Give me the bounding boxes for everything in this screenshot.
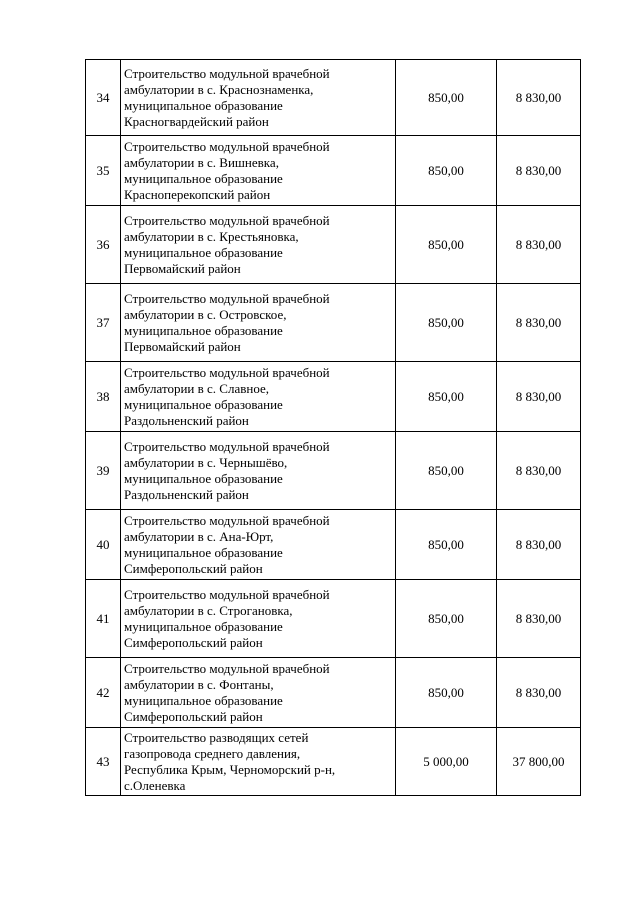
description-line: амбулатории в с. Строгановка, <box>124 602 293 618</box>
description-line: Строительство разводящих сетей <box>124 729 309 745</box>
total-amount-cell: 8 830,00 <box>497 206 581 284</box>
description-line: муниципальное образование <box>124 544 283 560</box>
project-description <box>121 136 396 206</box>
total-amount-cell: 8 830,00 <box>497 432 581 510</box>
description-line: Симферопольский район <box>124 560 263 576</box>
table-body <box>86 60 581 796</box>
table-row <box>86 432 581 510</box>
table-row <box>86 136 581 206</box>
row-number: 37 <box>86 284 121 362</box>
project-description <box>121 284 396 362</box>
project-description <box>121 206 396 284</box>
description-line: муниципальное образование <box>124 692 283 708</box>
project-description <box>121 510 396 580</box>
description-line: Строительство модульной врачебной <box>124 212 330 228</box>
amount-cell: 850,00 <box>396 658 497 728</box>
description-line: Раздольненский район <box>124 486 249 502</box>
description-line: амбулатории в с. Вишневка, <box>124 154 279 170</box>
project-description <box>121 60 396 136</box>
description-line: Первомайский район <box>124 260 241 276</box>
total-amount-cell: 8 830,00 <box>497 580 581 658</box>
amount-cell: 850,00 <box>396 362 497 432</box>
amount-cell: 850,00 <box>396 580 497 658</box>
description-line: Первомайский район <box>124 338 241 354</box>
description-line: Раздольненский район <box>124 412 249 428</box>
description-line: муниципальное образование <box>124 170 283 186</box>
description-line: Республика Крым, Черноморский р-н, <box>124 761 336 777</box>
description-line: муниципальное образование <box>124 97 283 113</box>
row-number: 38 <box>86 362 121 432</box>
description-line: Строительство модульной врачебной <box>124 660 330 676</box>
project-description <box>121 362 396 432</box>
row-number: 39 <box>86 432 121 510</box>
row-number: 40 <box>86 510 121 580</box>
amount-cell: 850,00 <box>396 284 497 362</box>
total-amount-cell: 8 830,00 <box>497 658 581 728</box>
total-amount-cell: 8 830,00 <box>497 136 581 206</box>
description-line: амбулатории в с. Фонтаны, <box>124 676 274 692</box>
row-number: 43 <box>86 728 121 796</box>
amount-cell: 850,00 <box>396 432 497 510</box>
description-line: муниципальное образование <box>124 322 283 338</box>
description-line: амбулатории в с. Чернышёво, <box>124 454 288 470</box>
table-row <box>86 728 581 796</box>
description-line: Симферопольский район <box>124 708 263 724</box>
description-line: муниципальное образование <box>124 396 283 412</box>
description-line: амбулатории в с. Ана-Юрт, <box>124 528 274 544</box>
table-row <box>86 658 581 728</box>
construction-table <box>85 59 581 796</box>
table-row <box>86 510 581 580</box>
description-line: Строительство модульной врачебной <box>124 512 330 528</box>
table-row <box>86 206 581 284</box>
amount-cell: 850,00 <box>396 510 497 580</box>
project-description <box>121 658 396 728</box>
total-amount-cell: 8 830,00 <box>497 510 581 580</box>
table-row <box>86 362 581 432</box>
description-line: муниципальное образование <box>124 618 283 634</box>
row-number: 34 <box>86 60 121 136</box>
description-line: муниципальное образование <box>124 470 283 486</box>
project-description <box>121 432 396 510</box>
description-line: Строительство модульной врачебной <box>124 438 330 454</box>
description-line: Строительство модульной врачебной <box>124 138 330 154</box>
description-line: амбулатории в с. Краснознаменка, <box>124 81 314 97</box>
row-number: 42 <box>86 658 121 728</box>
amount-cell: 850,00 <box>396 136 497 206</box>
description-line: амбулатории в с. Славное, <box>124 380 269 396</box>
total-amount-cell: 37 800,00 <box>497 728 581 796</box>
description-line: Строительство модульной врачебной <box>124 364 330 380</box>
row-number: 41 <box>86 580 121 658</box>
description-line: амбулатории в с. Островское, <box>124 306 287 322</box>
total-amount-cell: 8 830,00 <box>497 284 581 362</box>
row-number: 35 <box>86 136 121 206</box>
table-row <box>86 580 581 658</box>
project-description <box>121 728 396 796</box>
total-amount-cell: 8 830,00 <box>497 362 581 432</box>
description-line: Красногвардейский район <box>124 113 269 129</box>
description-line: муниципальное образование <box>124 244 283 260</box>
description-line: Симферопольский район <box>124 634 263 650</box>
amount-cell: 850,00 <box>396 60 497 136</box>
description-line: Красноперекопский район <box>124 186 271 202</box>
table-row <box>86 60 581 136</box>
amount-cell: 5 000,00 <box>396 728 497 796</box>
description-line: с.Оленевка <box>124 777 186 793</box>
project-description <box>121 580 396 658</box>
description-line: Строительство модульной врачебной <box>124 65 330 81</box>
description-line: Строительство модульной врачебной <box>124 290 330 306</box>
table-row <box>86 284 581 362</box>
row-number: 36 <box>86 206 121 284</box>
description-line: амбулатории в с. Крестьяновка, <box>124 228 299 244</box>
total-amount-cell: 8 830,00 <box>497 60 581 136</box>
description-line: газопровода среднего давления, <box>124 745 301 761</box>
description-line: Строительство модульной врачебной <box>124 586 330 602</box>
amount-cell: 850,00 <box>396 206 497 284</box>
